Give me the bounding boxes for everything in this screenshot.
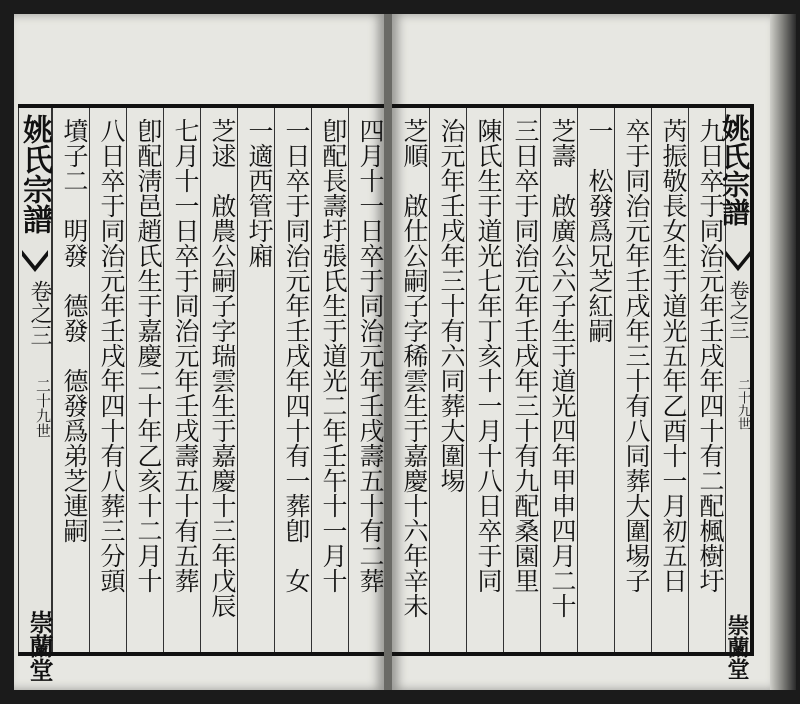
text-column: 卽配長壽圩張氏生于道光二年壬午十一月十 (311, 108, 348, 652)
fish-tail-mark-icon (726, 250, 750, 272)
text-column: 陳氏生于道光七年丁亥十一月十八日卒于同 (466, 108, 503, 652)
text-column: 一日卒于同治元年壬戌年四十有一葬卽 女 (274, 108, 311, 652)
left-generation-label: 二十九世 (34, 378, 52, 438)
book-spine (384, 14, 392, 690)
left-volume-label: 卷之三 (27, 280, 52, 346)
text-column: 七月十一日卒于同治元年壬戌壽五十有五葬 (163, 108, 200, 652)
text-column: 八日卒于同治元年壬戌年四十有八葬三分頭 (89, 108, 126, 652)
text-column: 九日卒于同治元年壬戌年四十有二配楓樹圩 (688, 108, 725, 652)
text-column: 卽配淸邑趙氏生于嘉慶二十年乙亥十二月十 (126, 108, 163, 652)
text-column: 芝壽 啟廣公六子生于道光四年甲申四月二十 (540, 108, 577, 652)
right-book-title: 姚氏宗譜 (718, 114, 751, 226)
text-column: 芝順 啟仕公嗣子字稀雲生于嘉慶十六年辛未 (400, 118, 429, 618)
right-text-frame (392, 104, 754, 680)
text-column: 治元年壬戌年三十有六同葬大圍埸 (429, 108, 466, 652)
text-column: 芝逑 啟農公嗣子字瑞雲生于嘉慶十三年戊辰 (200, 108, 237, 652)
left-book-title: 姚氏宗譜 (17, 114, 52, 234)
text-column: 四月十一日卒于同治元年壬戌壽五十有二葬 (348, 108, 385, 652)
text-column: 墳子二 明發 德發 德發爲弟芝連嗣 (52, 108, 89, 652)
text-column: 一適西管圩廂 (237, 108, 274, 652)
text-column: 卒于同治元年壬戌年三十有八同葬大圍埸子 (614, 108, 651, 652)
right-margin-column (718, 108, 751, 680)
right-generation-label: 二十九世 (735, 378, 750, 430)
right-hall-name: 崇蘭堂 (724, 614, 750, 680)
right-volume-label: 卷之三 (726, 280, 750, 340)
page-edge (770, 14, 796, 690)
left-margin-column (18, 108, 52, 652)
text-column: 三日卒于同治元年壬戌年三十有九配桑園里 (503, 108, 540, 652)
text-column: 一 松發爲兄芝紅嗣 (577, 108, 614, 652)
left-text-frame (18, 104, 384, 656)
text-column: 芮振敬長女生于道光五年乙酉十一月初五日 (651, 108, 688, 652)
fish-tail-mark-icon (22, 250, 48, 272)
